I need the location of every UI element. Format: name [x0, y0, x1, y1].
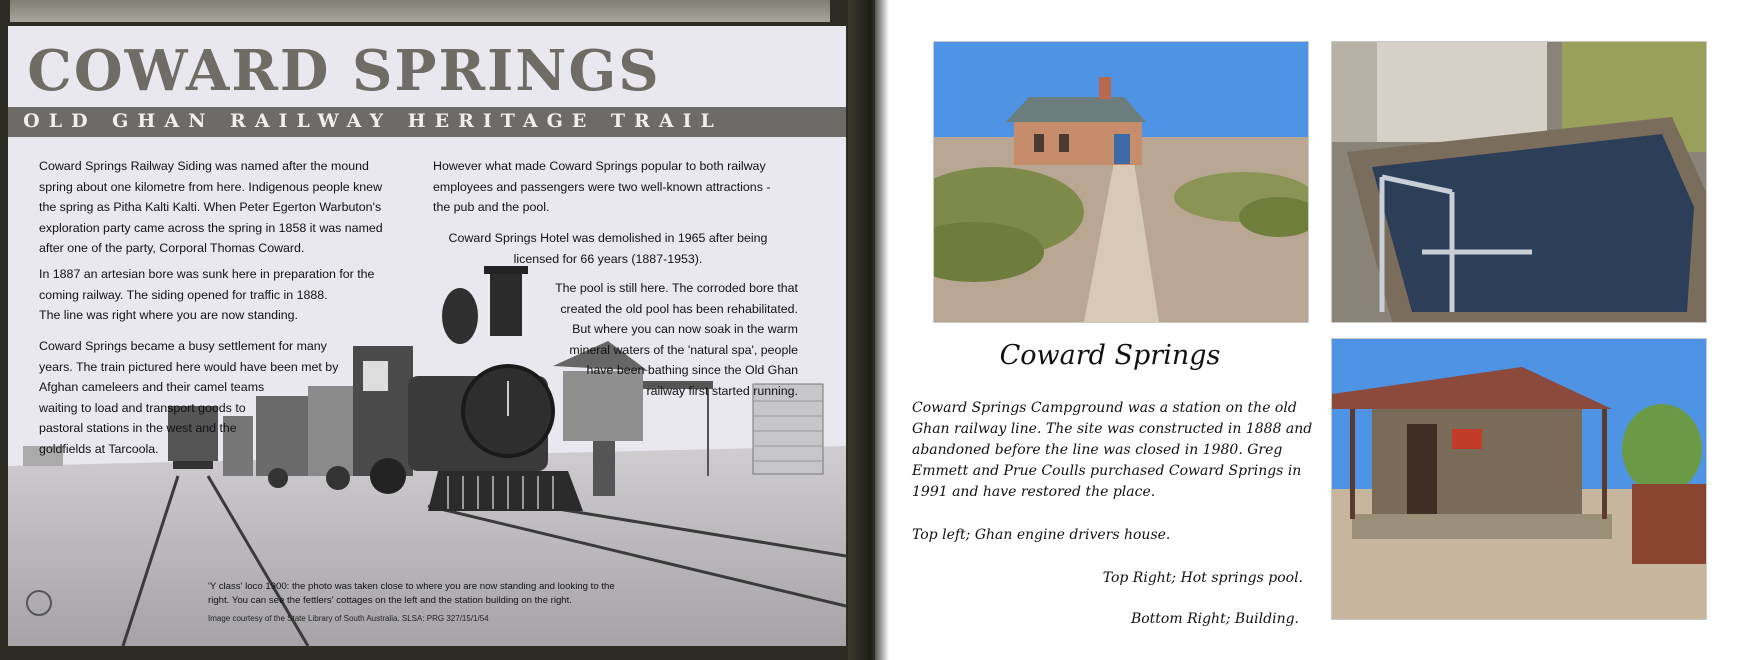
album-description: Coward Springs Campground was a station on the old Ghan railway line. The site was constructed in 1888 and abandoned before the line was closed in 1980. Greg Emmett and Prue Coulls purchased Coward Springs in 1991 and have restored the place.	[912, 400, 1313, 500]
state-emblem-icon	[26, 590, 52, 616]
caption-top-left: Top left; Ghan engine drivers house.	[912, 527, 1171, 543]
album-title: Coward Springs	[999, 340, 1221, 371]
sign-frame-top	[10, 0, 830, 22]
sign-subtitle: OLD GHAN RAILWAY HERITAGE TRAIL	[23, 110, 723, 132]
sign-paragraph: Coward Springs Hotel was demolished in 1965 after being licensed for 66 years (1887-1953).	[448, 231, 768, 266]
image-credit: Image courtesy of the State Library of South Australia. SLSA: PRG 327/15/1/54	[208, 614, 489, 623]
sign-paragraph: However what made Coward Springs popular to both railway employees and passengers were two well-known attractions - the pub and the pool.	[433, 159, 771, 214]
photo-building	[1331, 338, 1707, 620]
photo-engine-drivers-house	[933, 41, 1309, 323]
caption-bottom-right: Bottom Right; Building.	[1130, 611, 1299, 627]
sign-paragraph: Coward Springs Railway Siding was named after the mound spring about one kilometre from here. Indigenous people knew the spring as Pitha Kalti Kalti. When Peter Egerton Warbuton's exploration party came across the spring in 1858 it was named after one of the party, Corporal Thomas Coward.	[39, 159, 383, 255]
photo-hot-springs-pool	[1331, 41, 1707, 323]
sign-panel	[8, 26, 846, 646]
photo-caption: 'Y class' loco 1900: the photo was taken close to where you are now standing and looking to the right. You can see the fettlers' cottages on the left and the station building on the right.	[208, 581, 615, 606]
sign-title: COWARD SPRINGS	[27, 38, 661, 104]
sign-paragraph: The pool is still here. The corroded bore that created the old pool has been rehabilitated. But where you can now soak in the warm mineral waters of the 'natural spa', people have been bathing since the Old Ghan railway first started running.	[555, 281, 798, 398]
sign-paragraph: In 1887 an artesian bore was sunk here in preparation for the coming railway. The siding opened for traffic in 1888. The line was right where you are now standing.	[39, 267, 375, 322]
page-gutter-shadow	[875, 0, 889, 660]
caption-top-right: Top Right; Hot springs pool.	[1102, 570, 1303, 586]
sign-paragraph: Coward Springs became a busy settlement for many years. The train pictured here would have been met by Afghan cameleers and their camel teams waiting to load and transport goods to pastoral stations in the west and the goldfields at Tarcoola.	[39, 339, 339, 456]
